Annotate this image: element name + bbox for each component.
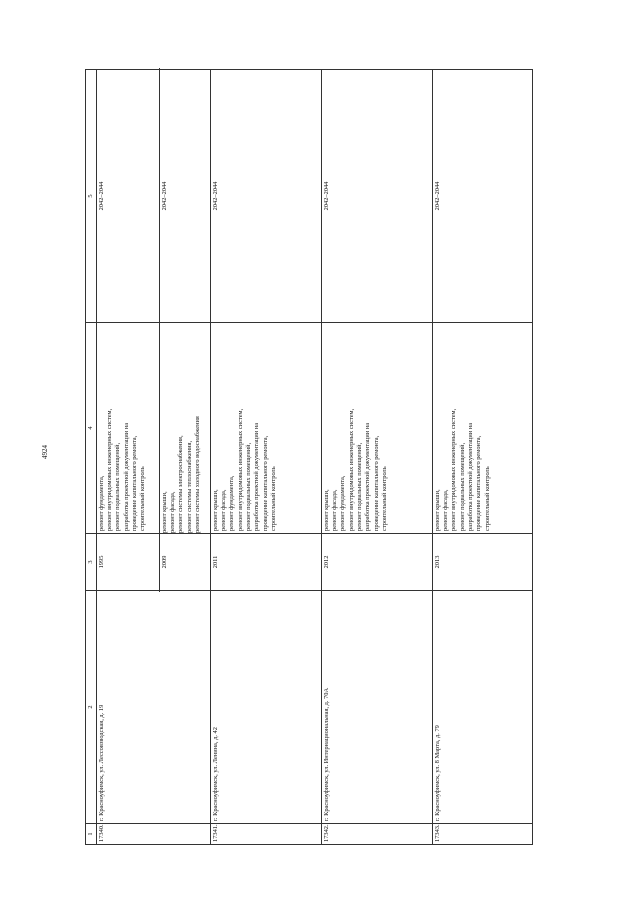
row-number: 17342. [321, 824, 432, 845]
work-item: проведение капитального ремонта, [372, 435, 380, 531]
header-col-4: 4 [86, 323, 97, 534]
row-number: 17343. [432, 824, 532, 845]
work-item: проведение капитального ремонта, [261, 435, 269, 531]
work-item: ремонт внутридомовых инженерных систем, [236, 408, 244, 531]
row-address: г. Красноуфимск, ул. Ленина, д. 42 [210, 591, 321, 824]
repair-schedule-table [85, 69, 533, 845]
page-number-text: 4924 [41, 445, 49, 459]
work-item: ремонт крыши, [160, 491, 168, 533]
work-item: ремонт подвальных помещений, [458, 442, 466, 531]
row-works-cell [210, 323, 321, 534]
row-period: 2042–2044 [210, 70, 321, 323]
work-item: ремонт внутридомовых инженерных систем, [106, 408, 113, 531]
table-row [432, 70, 532, 845]
work-item: строительный контроль [139, 466, 147, 531]
work-item: ремонт подвальных помещений, [355, 442, 363, 531]
work-item: ремонт фасада, [219, 489, 227, 531]
row-period: 2042–2044 [321, 70, 432, 323]
row-works-cell [321, 323, 432, 534]
row-works-cell [432, 323, 532, 534]
row-year-secondary: 2009 [159, 532, 169, 592]
row-number: 17340. [96, 824, 210, 845]
work-item: ремонт крыши, [433, 489, 441, 531]
header-col-3: 3 [86, 534, 97, 591]
row-year: 2013 [432, 534, 532, 591]
work-item: ремонт подвальных помещений, [114, 442, 122, 531]
table-row [321, 70, 432, 845]
rotated-table-container [85, 75, 533, 845]
table-row [210, 70, 321, 845]
works-list-secondary [159, 321, 203, 535]
table-row [96, 70, 210, 845]
work-item: ремонт фундамента, [339, 475, 347, 531]
work-item: ремонт подвальных помещений, [244, 442, 252, 531]
work-item: строительный контроль [483, 466, 491, 531]
row-number: 17341. [210, 824, 321, 845]
work-item: ремонт внутридомовых инженерных систем, [450, 408, 458, 531]
row-period-secondary: 2042–2044 [159, 68, 169, 324]
row-period: 2042–2044 [432, 70, 532, 323]
row-year-cell [96, 534, 210, 591]
header-col-1: 1 [86, 824, 97, 845]
row-year: 2012 [321, 534, 432, 591]
row-address: г. Красноуфимск, ул. 8 Марта, д. 79 [432, 591, 532, 824]
row-year: 1995 [97, 555, 105, 569]
row-works-cell [96, 323, 210, 534]
work-item: ремонт фундамента, [228, 475, 236, 531]
work-item: разработка проектной документации на [253, 422, 261, 531]
table-header-row [86, 70, 97, 845]
work-item: ремонт фасада, [441, 489, 449, 531]
work-item: ремонт крыши, [211, 489, 219, 531]
row-period-cell [96, 70, 210, 323]
work-item: разработка проектной документации на [122, 422, 130, 531]
work-item: проведение капитального ремонта, [130, 435, 138, 531]
work-item: разработка проектной документации на [466, 422, 474, 531]
row-year: 2011 [210, 534, 321, 591]
work-item: ремонт системы теплоснабжения, [185, 440, 193, 533]
work-item: ремонт системы холодного водоснабжения [193, 416, 201, 533]
page-number [0, 0, 49, 905]
work-item: ремонт фундамента, [97, 475, 105, 531]
row-address: г. Красноуфимск, ул. Лессовзводская, д. 19 [96, 591, 210, 824]
work-item: строительный контроль [269, 466, 277, 531]
work-item: разработка проектной документации на [364, 422, 372, 531]
work-item: ремонт крыши, [322, 489, 330, 531]
work-item: ремонт системы электроснабжения, [177, 435, 185, 533]
header-col-5: 5 [86, 70, 97, 323]
work-item: проведение капитального ремонта, [475, 435, 483, 531]
row-address: г. Красноуфимск, ул. Интернациональная, д. 70А [321, 591, 432, 824]
header-col-2: 2 [86, 591, 97, 824]
work-item: ремонт фасада, [169, 491, 176, 533]
works-list [98, 323, 158, 533]
row-period: 2042–2044 [97, 181, 105, 211]
work-item: строительный контроль [380, 466, 388, 531]
work-item: ремонт внутридомовых инженерных систем, [347, 408, 355, 531]
work-item: ремонт фасада, [330, 489, 338, 531]
